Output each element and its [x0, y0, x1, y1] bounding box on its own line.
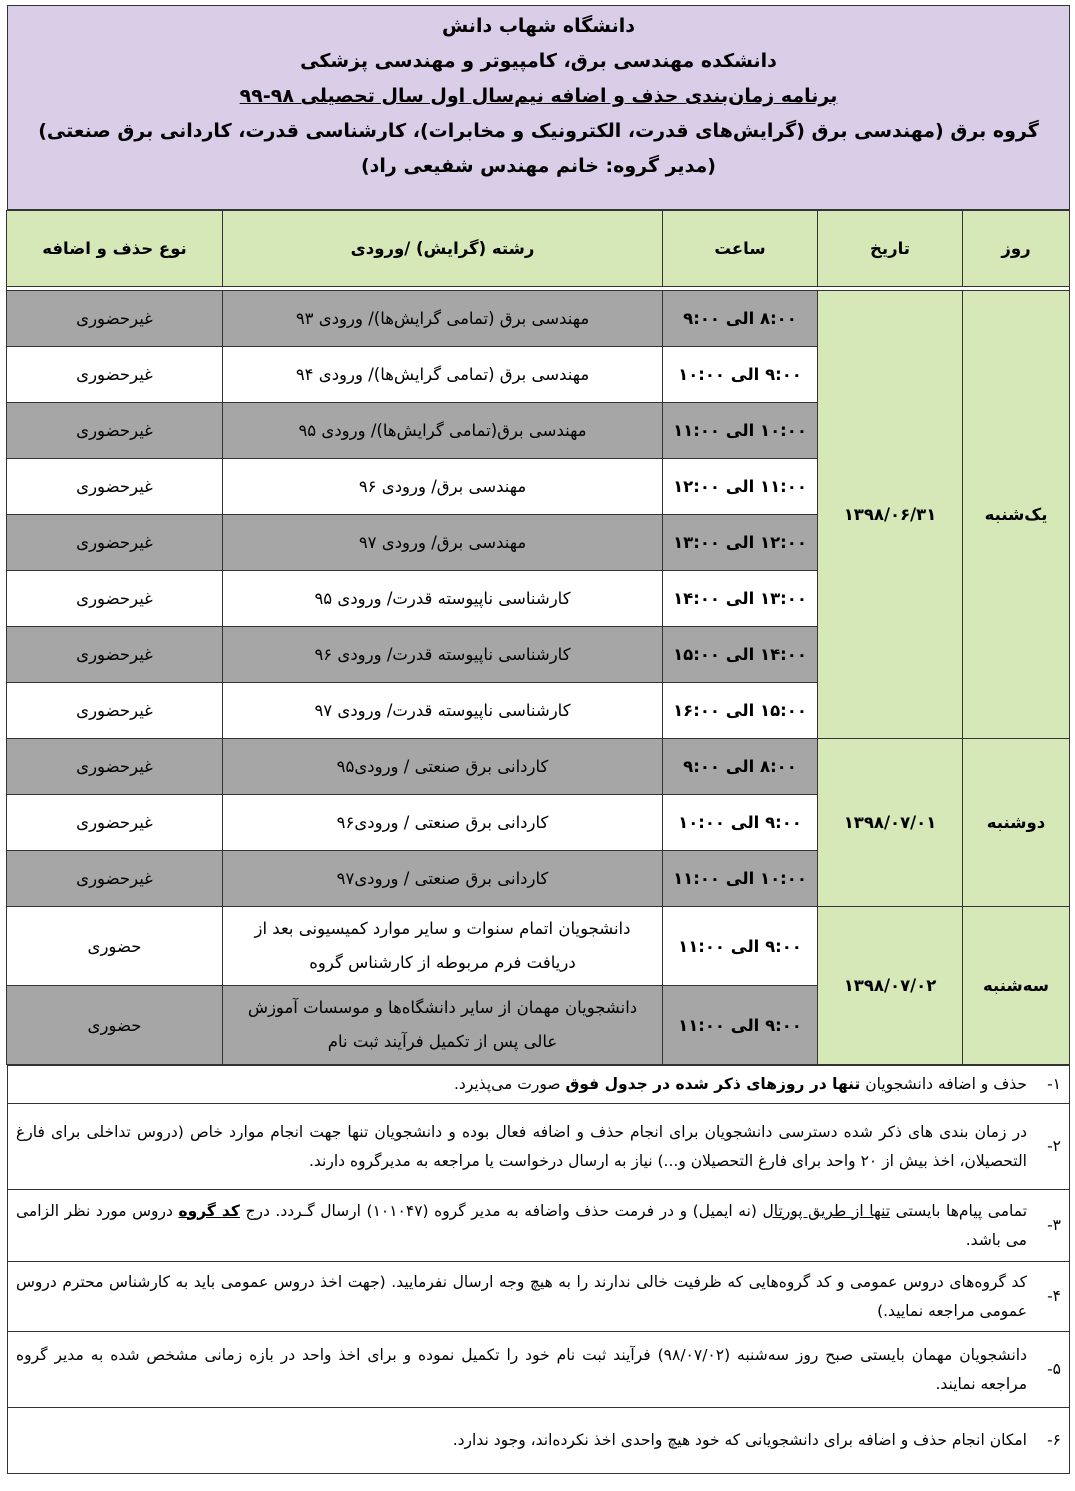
field-cell: دانشجویان مهمان از سایر دانشگاه‌ها و موسسات آموزش عالی پس از تکمیل فرآیند ثبت نام	[223, 986, 663, 1065]
time-cell: ۱۲:۰۰ الی ۱۳:۰۰	[663, 515, 818, 571]
type-cell: غیرحضوری	[7, 347, 223, 403]
note-text: کد گروه‌های دروس عمومی و کد گروه‌هایی که ظرفیت خالی ندارند را به هیچ وجه ارسال نفرمایید. (جهت اخذ دروس عمومی باید به کارشناس محترم دروس عمومی مراجعه نمایید.)	[16, 1272, 1027, 1320]
note-item	[8, 1103, 1069, 1189]
time-cell: ۱۱:۰۰ الی ۱۲:۰۰	[663, 459, 818, 515]
type-cell: غیرحضوری	[7, 403, 223, 459]
note-number: ۴-	[1047, 1287, 1061, 1305]
note-number: ۱-	[1047, 1075, 1061, 1093]
type-cell: غیرحضوری	[7, 627, 223, 683]
field-cell: کارشناسی ناپیوسته قدرت/ ورودی ۹۵	[223, 571, 663, 627]
type-cell: غیرحضوری	[7, 571, 223, 627]
note-emphasis: تنها در روزهای ذکر شده در جدول فوق	[565, 1075, 861, 1093]
type-cell: غیرحضوری	[7, 851, 223, 907]
note-item	[8, 1261, 1069, 1331]
day-cell: یک‌شنبه	[963, 291, 1070, 739]
time-cell: ۸:۰۰ الی ۹:۰۰	[663, 739, 818, 795]
note-text	[16, 1070, 1027, 1099]
time-cell: ۸:۰۰ الی ۹:۰۰	[663, 291, 818, 347]
field-cell: مهندسی برق (تمامی گرایش‌ها)/ ورودی ۹۳	[223, 291, 663, 347]
field-cell: کارشناسی ناپیوسته قدرت/ ورودی ۹۷	[223, 683, 663, 739]
note-item	[8, 1065, 1069, 1103]
time-cell: ۱۳:۰۰ الی ۱۴:۰۰	[663, 571, 818, 627]
director-line: (مدیر گروه: خانم مهندس شفیعی راد)	[360, 155, 716, 177]
time-cell: ۹:۰۰ الی ۱۰:۰۰	[663, 795, 818, 851]
note-text: امکان انجام حذف و اضافه برای دانشجویانی که خود هیچ واحدی اخذ نکرده‌اند، وجود ندارد.	[452, 1431, 1027, 1449]
group-title: گروه برق (مهندسی برق (گرایش‌های قدرت، الکترونیک و مخابرات)، کارشناسی قدرت، کاردانی برق صنعتی)	[38, 120, 1039, 142]
type-cell: غیرحضوری	[7, 459, 223, 515]
type-cell: غیرحضوری	[7, 291, 223, 347]
col-time-header: ساعت	[663, 211, 818, 287]
schedule-sheet	[7, 5, 1070, 1474]
field-cell: دانشجویان اتمام سنوات و سایر موارد کمیسیونی بعد از دریافت فرم مربوطه از کارشناس گروه	[223, 907, 663, 986]
col-field-header: رشته (گرایش) /ورودی	[223, 211, 663, 287]
note-text-part: دروس مورد نظر الزامی می باشد.	[16, 1201, 1027, 1249]
field-cell: مهندسی برق/ ورودی ۹۷	[223, 515, 663, 571]
field-cell: مهندسی برق(تمامی گرایش‌ها)/ ورودی ۹۵	[223, 403, 663, 459]
type-cell: حضوری	[7, 986, 223, 1065]
date-cell: ۱۳۹۸/۰۷/۰۲	[818, 907, 963, 1065]
faculty-title: دانشکده مهندسی برق، کامپیوتر و مهندسی پزشکی	[300, 50, 777, 72]
note-item	[8, 1407, 1069, 1473]
note-text-part: تمامی پیام‌ها بایستی	[890, 1201, 1028, 1220]
type-cell: غیرحضوری	[7, 515, 223, 571]
table-row	[7, 907, 1070, 986]
time-cell: ۱۰:۰۰ الی ۱۱:۰۰	[663, 403, 818, 459]
note-item	[8, 1331, 1069, 1407]
field-cell: مهندسی برق/ ورودی ۹۶	[223, 459, 663, 515]
date-cell: ۱۳۹۸/۰۶/۳۱	[818, 291, 963, 739]
note-text	[16, 1197, 1027, 1255]
table-row	[7, 739, 1070, 795]
university-title: دانشگاه شهاب دانش	[441, 15, 636, 37]
time-cell: ۱۴:۰۰ الی ۱۵:۰۰	[663, 627, 818, 683]
note-text-part: صورت می‌پذیرد.	[453, 1075, 566, 1093]
field-cell: کارشناسی ناپیوسته قدرت/ ورودی ۹۶	[223, 627, 663, 683]
note-text-part: (نه ایمیل) و در فرمت حذف واضافه به مدیر گروه (۱۰۱۰۴۷) ارسال گـردد. درج	[239, 1201, 763, 1220]
note-number: ۳-	[1047, 1216, 1061, 1234]
note-number: ۲-	[1047, 1137, 1061, 1155]
header-block	[7, 5, 1070, 210]
day-cell: دوشنبه	[963, 739, 1070, 907]
time-cell: ۱۵:۰۰ الی ۱۶:۰۰	[663, 683, 818, 739]
note-emphasis: تنها از طریق پورتال	[762, 1201, 891, 1220]
day-cell: سه‌شنبه	[963, 907, 1070, 1065]
notes-section	[7, 1065, 1070, 1474]
note-text-part: حذف و اضافه دانشجویان	[860, 1075, 1027, 1093]
field-cell: کاردانی برق صنعتی / ورودی۹۷	[223, 851, 663, 907]
note-number: ۵-	[1047, 1360, 1061, 1378]
schedule-table	[6, 210, 1070, 1065]
field-cell: مهندسی برق (تمامی گرایش‌ها)/ ورودی ۹۴	[223, 347, 663, 403]
col-date-header: تاریخ	[818, 211, 963, 287]
type-cell: غیرحضوری	[7, 739, 223, 795]
time-cell: ۹:۰۰ الی ۱۱:۰۰	[663, 907, 818, 986]
field-cell: کاردانی برق صنعتی / ورودی۹۵	[223, 739, 663, 795]
note-item	[8, 1189, 1069, 1261]
time-cell: ۹:۰۰ الی ۱۱:۰۰	[663, 986, 818, 1065]
column-header-row	[7, 211, 1070, 287]
note-emphasis: کد گروه	[178, 1201, 240, 1220]
type-cell: غیرحضوری	[7, 683, 223, 739]
program-title: برنامه زمان‌بندی حذف و اضافه نیم‌سال اول سال تحصیلی ۹۸-۹۹	[239, 85, 838, 107]
col-type-header: نوع حذف و اضافه	[7, 211, 223, 287]
note-number: ۶-	[1047, 1431, 1061, 1449]
time-cell: ۱۰:۰۰ الی ۱۱:۰۰	[663, 851, 818, 907]
col-day-header: روز	[963, 211, 1070, 287]
schedule-body	[7, 291, 1070, 1065]
type-cell: حضوری	[7, 907, 223, 986]
note-text: دانشجویان مهمان بایستی صبح روز سه‌شنبه (۹۸/۰۷/۰۲) فرآیند ثبت نام خود را تکمیل نموده و برای اخذ واحد در بازه زمانی مشخص شده به مدیر گروه مراجعه نمایند.	[16, 1345, 1028, 1393]
type-cell: غیرحضوری	[7, 795, 223, 851]
note-text: در زمان بندی های ذکر شده دسترسی دانشجویان برای انجام حذف و اضافه فعال بوده و دانشجویان تنها جهت انجام موارد خاص (دروس تداخلی برای فارغ التحصیلان، اخذ بیش از ۲۰ واحد برای فارغ التحصیلان و...) نیاز به ارسال درخواست یا مراجعه به مدیرگروه دارند.	[16, 1122, 1027, 1170]
field-cell: کاردانی برق صنعتی / ورودی۹۶	[223, 795, 663, 851]
time-cell: ۹:۰۰ الی ۱۰:۰۰	[663, 347, 818, 403]
table-row	[7, 291, 1070, 347]
date-cell: ۱۳۹۸/۰۷/۰۱	[818, 739, 963, 907]
